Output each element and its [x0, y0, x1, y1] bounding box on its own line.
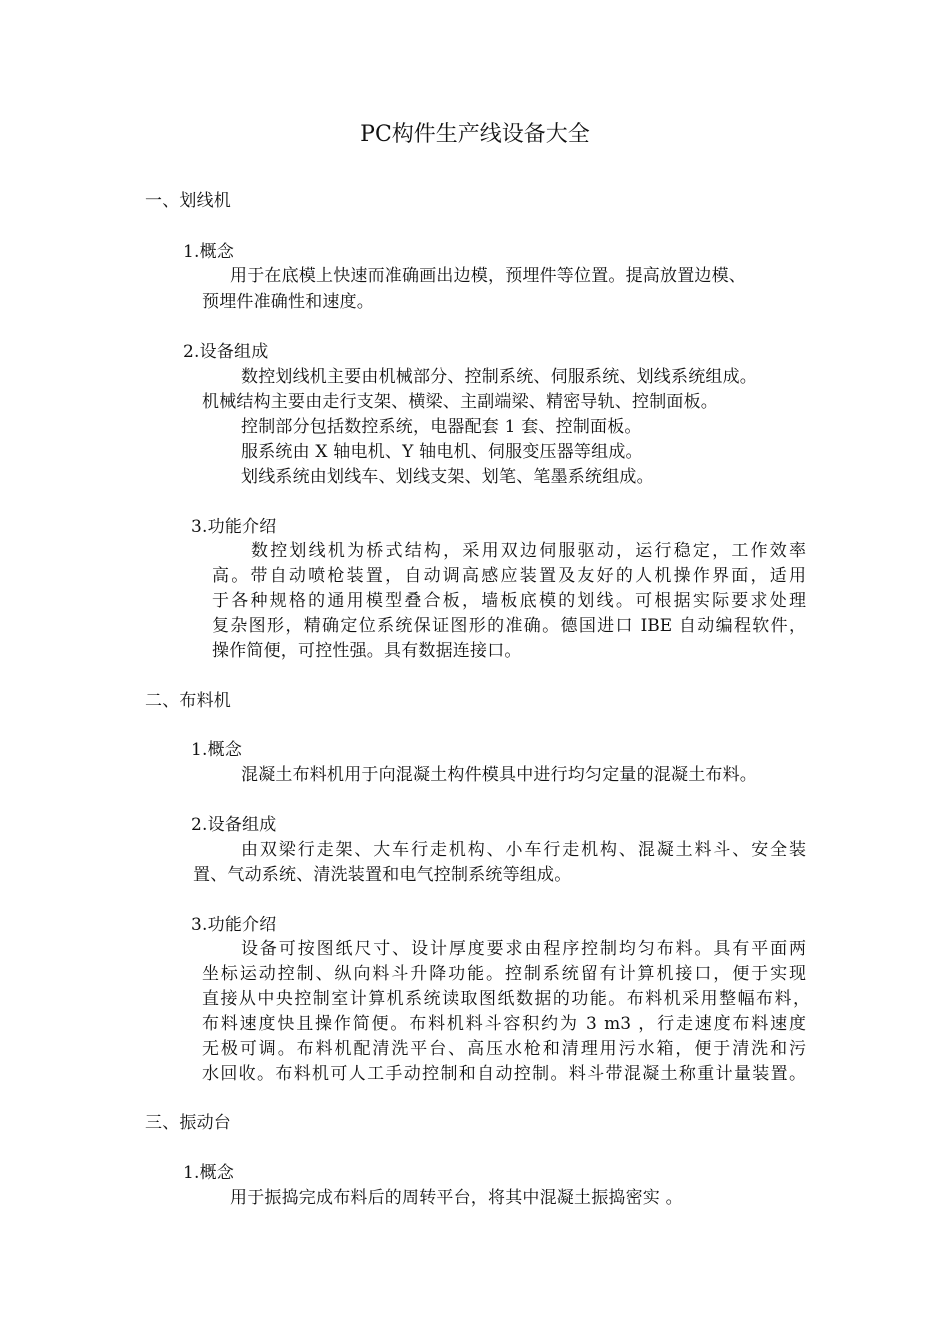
- paragraph-line: 无极可调。布料机配清洗平台、高压水枪和清理用污水箱，便于清洗和污: [202, 1039, 806, 1059]
- paragraph-line: 操作简便，可控性强。具有数据连接口。: [212, 641, 522, 661]
- section-heading: 一、划线机: [145, 191, 231, 211]
- paragraph-line: 数控划线机主要由机械部分、控制系统、伺服系统、划线系统组成。: [241, 367, 757, 387]
- subsection-heading: 1.概念: [191, 740, 243, 760]
- paragraph-line: 布料速度快且操作简便。布料机料斗容积约为 3 m3 ，行走速度布料速度: [202, 1014, 806, 1034]
- section-heading: 三、振动台: [145, 1113, 231, 1133]
- paragraph-line: 机械结构主要由走行支架、横梁、主副端梁、精密导轨、控制面板。: [202, 392, 718, 412]
- paragraph-line: 数控划线机为桥式结构，采用双边伺服驱动，运行稳定，工作效率: [251, 541, 806, 561]
- paragraph-line: 复杂图形，精确定位系统保证图形的准确。德国进口 IBE 自动编程软件，: [212, 616, 806, 636]
- subsection-heading: 1.概念: [183, 242, 235, 262]
- document-title: PC构件生产线设备大全: [360, 122, 590, 147]
- paragraph-line: 用于振捣完成布料后的周转平台，将其中混凝土振捣密实 。: [230, 1188, 683, 1208]
- paragraph-line: 划线系统由划线车、划线支架、划笔、笔墨系统组成。: [241, 467, 654, 487]
- paragraph-line: 控制部分包括数控系统，电器配套 1 套、控制面板。: [241, 417, 642, 437]
- paragraph-line: 混凝土布料机用于向混凝土构件模具中进行均匀定量的混凝土布料。: [241, 765, 757, 785]
- paragraph-line: 坐标运动控制、纵向料斗升降功能。控制系统留有计算机接口，便于实现: [202, 964, 806, 984]
- paragraph-line: 由双梁行走架、大车行走机构、小车行走机构、混凝土料斗、安全装: [241, 840, 806, 860]
- subsection-heading: 3.功能介绍: [191, 517, 277, 537]
- paragraph-line: 用于在底模上快速而准确画出边模，预埋件等位置。提高放置边模、: [230, 266, 746, 286]
- paragraph-line: 直接从中央控制室计算机系统读取图纸数据的功能。布料机采用整幅布料，: [202, 989, 810, 1009]
- subsection-heading: 1.概念: [183, 1163, 235, 1183]
- paragraph-line: 高。带自动喷枪装置，自动调高感应装置及友好的人机操作界面，适用: [212, 566, 806, 586]
- paragraph-line: 服系统由 X 轴电机、Y 轴电机、伺服变压器等组成。: [241, 442, 643, 462]
- paragraph-line: 水回收。布料机可人工手动控制和自动控制。料斗带混凝土称重计量装置。: [202, 1064, 806, 1084]
- paragraph-line: 于各种规格的通用模型叠合板，墙板底模的划线。可根据实际要求处理: [212, 591, 806, 611]
- paragraph-line: 置、气动系统、清洗装置和电气控制系统等组成。: [193, 865, 572, 885]
- paragraph-line: 预埋件准确性和速度。: [202, 292, 374, 312]
- subsection-heading: 3.功能介绍: [191, 915, 277, 935]
- paragraph-line: 设备可按图纸尺寸、设计厚度要求由程序控制均匀布料。具有平面两: [241, 939, 806, 959]
- subsection-heading: 2.设备组成: [191, 815, 277, 835]
- section-heading: 二、布料机: [145, 691, 231, 711]
- subsection-heading: 2.设备组成: [183, 342, 269, 362]
